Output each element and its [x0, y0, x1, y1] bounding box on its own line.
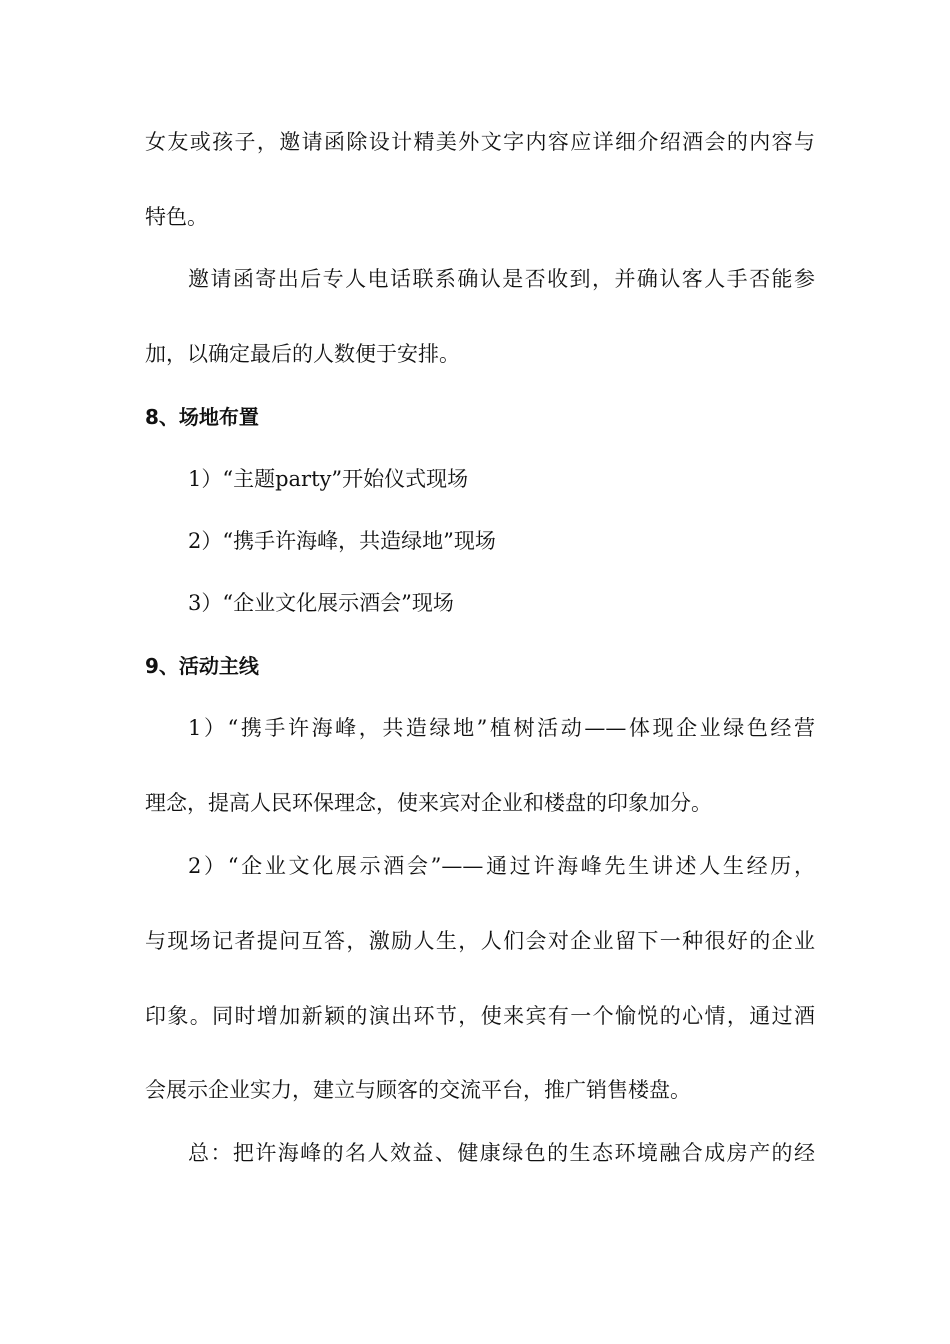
list-item: 2）“携手许海峰，共造绿地”现场 [188, 529, 496, 553]
section-heading: 8、场地布置 [145, 405, 259, 429]
paragraph-line: 特色。 [145, 205, 208, 229]
paragraph-line: 2）“企业文化展示酒会”——通过许海峰先生讲述人生经历， [188, 854, 815, 878]
paragraph-line: 1）“携手许海峰，共造绿地”植树活动——体现企业绿色经营 [188, 716, 815, 740]
list-item: 3）“企业文化展示酒会”现场 [188, 591, 454, 615]
list-item: 1）“主题party”开始仪式现场 [188, 467, 469, 491]
paragraph-line: 邀请函寄出后专人电话联系确认是否收到，并确认客人手否能参 [188, 267, 815, 291]
paragraph-line: 印象。同时增加新颖的演出环节，使来宾有一个愉悦的心情，通过酒 [145, 1004, 815, 1028]
paragraph-line: 加，以确定最后的人数便于安排。 [145, 342, 460, 366]
paragraph-line: 会展示企业实力，建立与顾客的交流平台，推广销售楼盘。 [145, 1078, 691, 1102]
paragraph-line: 女友或孩子，邀请函除设计精美外文字内容应详细介绍酒会的内容与 [145, 130, 815, 154]
paragraph-line: 总：把许海峰的名人效益、健康绿色的生态环境融合成房产的经 [188, 1141, 815, 1165]
section-heading: 9、活动主线 [145, 654, 259, 678]
paragraph-line: 理念，提高人民环保理念，使来宾对企业和楼盘的印象加分。 [145, 791, 712, 815]
paragraph-line: 与现场记者提问互答，激励人生，人们会对企业留下一种很好的企业 [145, 929, 815, 953]
